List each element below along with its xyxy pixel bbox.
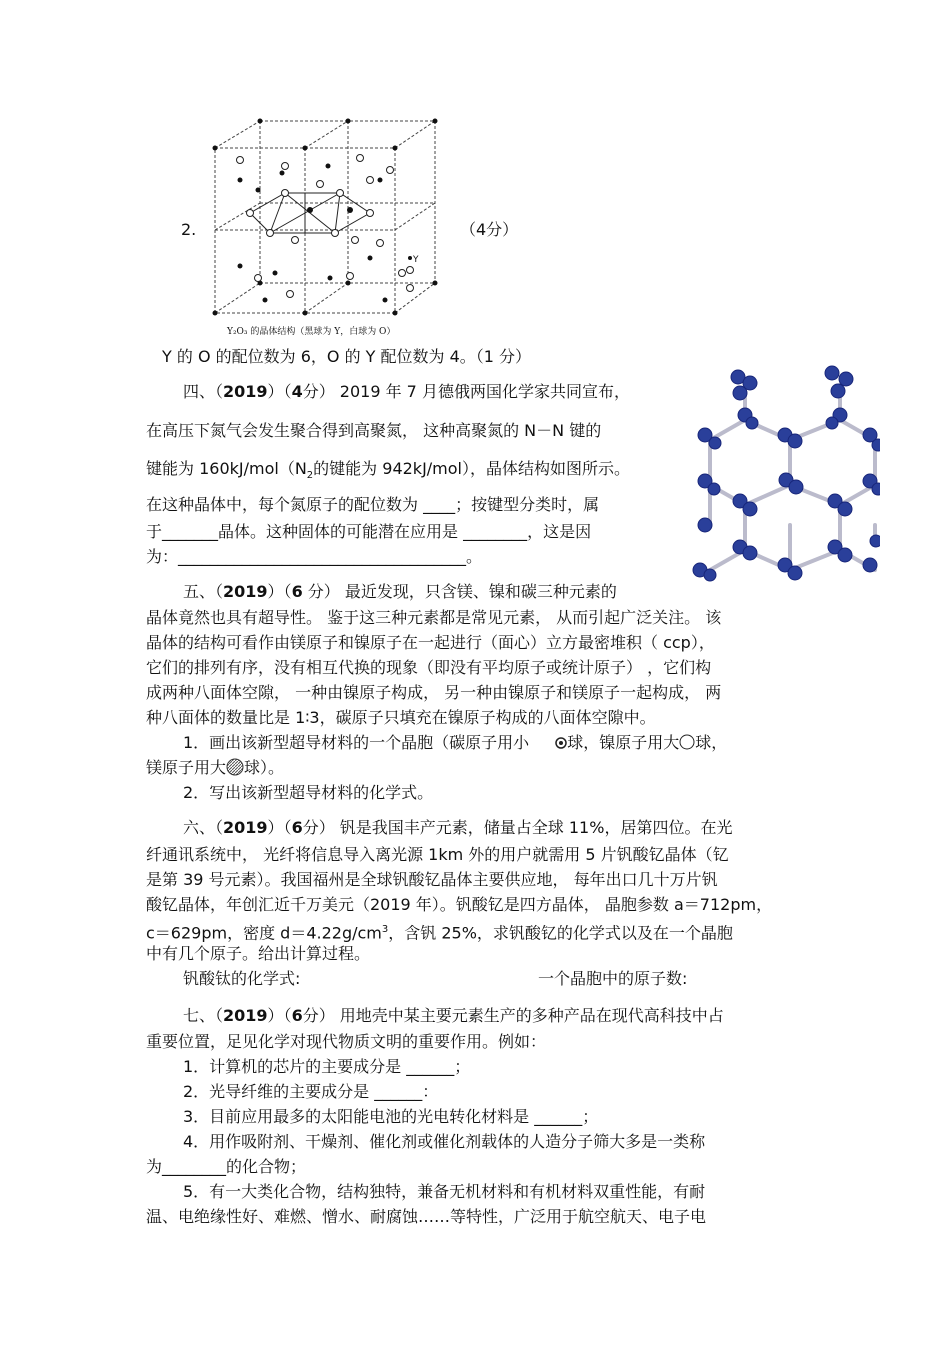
q4-line-4: 在这种晶体中，每个氮原子的配位数为 ____；按键型分类时，属 <box>146 495 600 514</box>
q5-item-1-cont: 镁原子用大 球）。 <box>146 758 285 777</box>
large-nickel-ball-icon <box>679 733 695 752</box>
q5-line-4: 它们的排列有序，没有相互代换的现象（即没有平均原子或统计原子） ，它们构 <box>146 658 712 677</box>
q5-line-1: 五、（2019）（6 分） 最近发现，只含镁、镍和碳三种元素的 <box>183 582 617 601</box>
y2o3-figure-caption: Y₂O₃ 的晶体结构（黑球为 Y，白球为 O） <box>227 327 396 337</box>
q7-line-1: 七、（2019）（6分） 用地壳中某主要元素生产的多种产品在现代高科技中占 <box>183 1006 724 1025</box>
y2o3-crystal-figure <box>210 118 442 327</box>
q5-line-2: 晶体竟然也具有超导性。 鉴于这三种元素都是常见元素， 从而引起广泛关注。 该 <box>146 608 722 627</box>
q5-line-5: 成两种八面体空隙， 一种由镍原子构成， 另一种由镍原子和镁原子一起构成， 两 <box>146 683 722 702</box>
q7-item-1: 1．计算机的芯片的主要成分是 ______； <box>183 1057 471 1076</box>
q6-line-3: 是第 39 号元素）。我国福州是全球钒酸钇晶体主要供应地， 每年出口几十万片钒 <box>146 870 718 889</box>
q5-line-6: 种八面体的数量比是 1∶3，碳原子只填充在镍原子构成的八面体空隙中。 <box>146 708 656 727</box>
q6-line-6: 中有几个原子。给出计算过程。 <box>146 944 371 963</box>
q6-atoms-label: 一个晶胞中的原子数: <box>538 969 688 988</box>
q6-line-4: 酸钇晶体，年创汇近千万美元（2019 年）。钒酸钇是四方晶体， 晶胞参数 a＝712pm， <box>146 895 773 914</box>
item-2-score: （4分） <box>460 220 519 239</box>
q4-line-1: 四、（2019）（4分） 2019 年 7 月德俄两国化学家共同宣布， <box>183 382 630 401</box>
q6-line-2: 纤通讯系统中， 光纤将信息导入离光源 1km 外的用户就需用 5 片钒酸钇晶体（钇 <box>146 845 729 864</box>
small-carbon-ball-icon <box>529 733 567 753</box>
nitrogen-lattice-svg <box>690 365 880 583</box>
q7-item-3: 3．目前应用最多的太阳能电池的光电转化材料是 ______； <box>183 1107 599 1126</box>
q7-item-5: 5．有一大类化合物，结构独特，兼备无机材料和有机材料双重性能，有耐 <box>183 1182 706 1201</box>
q7-item-5-cont: 温、电绝缘性好、难燃、憎水、耐腐蚀……等特性，广泛用于航空航天、电子电 <box>146 1207 707 1226</box>
q6-line-5: c＝629pm，密度 $d=4.22g/cm^3$，含钒 25%，求钒酸钇的化学式以及在一个晶胞 <box>146 923 733 943</box>
large-magnesium-ball-icon <box>226 758 244 777</box>
y2o3-lattice-svg <box>210 118 442 323</box>
q5-item-1: 1．画出该新型超导材料的一个晶胞（碳原子用小 球，镍原子用大 球， <box>183 733 728 752</box>
item-number-2: 2. <box>181 220 197 239</box>
q7-line-2: 重要位置，足见化学对现代物质文明的重要作用。例如： <box>146 1032 547 1051</box>
polymeric-nitrogen-figure <box>690 365 880 587</box>
q6-formula-label: 钒酸钛的化学式: <box>183 969 301 988</box>
q7-item-4-cont: 为________的化合物； <box>146 1157 307 1176</box>
q4-line-2: 在高压下氮气会发生聚合得到高聚氮， 这种高聚氮的 N－N 键的 <box>146 421 602 440</box>
q5-item-2: 2．写出该新型超导材料的化学式。 <box>183 783 434 802</box>
coordination-answer: Y 的 O 的配位数为 6，O 的 Y 配位数为 4。（1 分） <box>162 347 532 366</box>
q4-line-3: 键能为 $160kJ/mol(N_2$的键能为 942kJ/mol），晶体结构如图所示。 <box>146 459 630 482</box>
q6-line-1: 六、（2019）（6分） 钒是我国丰产元素，储量占全球 11%，居第四位。在光 <box>183 818 733 837</box>
q4-line-5: 于_______晶体。这种固体的可能潜在应用是 ________，这是因 <box>146 522 592 541</box>
legend-y-label: Y <box>413 255 419 265</box>
q7-item-2: 2．光导纤维的主要成分是 ______： <box>183 1082 439 1101</box>
q7-item-4: 4．用作吸附剂、干燥剂、催化剂或催化剂载体的人造分子筛大多是一类称 <box>183 1132 706 1151</box>
q5-line-3: 晶体的结构可看作由镁原子和镍原子在一起进行（面心）立方最密堆积（ ccp）， <box>146 633 715 652</box>
q4-line-6: 为：____________________________________。 <box>146 547 483 566</box>
